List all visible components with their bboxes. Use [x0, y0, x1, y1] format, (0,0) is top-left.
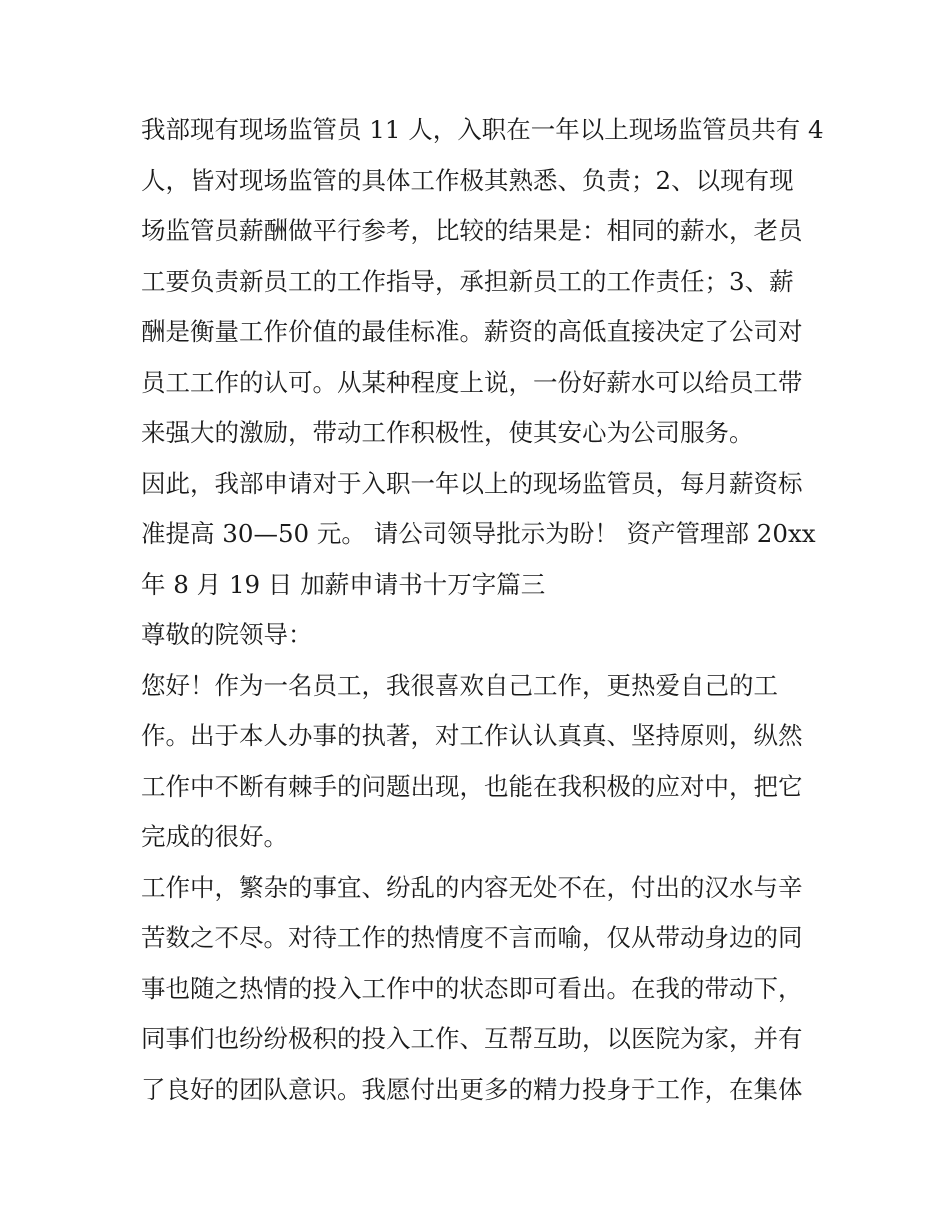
text-line: 我部现有现场监管员 11 人，入职在一年以上现场监管员共有 4	[141, 115, 824, 144]
text-line: 员工工作的认可。从某种程度上说，一份好薪水可以给员工带	[141, 367, 803, 397]
paragraph-supervisor-salary	[141, 105, 824, 459]
text-line: 尊敬的院领导：	[141, 620, 313, 649]
text-line: 工作中，繁杂的事宜、纷乱的内容无处不在，付出的汉水与辛	[141, 872, 803, 902]
text-line: 工要负责新员工的工作指导，承担新员工的工作责任；3、薪	[141, 266, 794, 296]
paragraph-greeting	[141, 661, 813, 863]
text-line: 准提高 30—50 元。 请公司领导批示为盼！ 资产管理部 20xx	[141, 519, 816, 548]
paragraph-request-conclusion	[141, 459, 816, 611]
text-line: 来强大的激励，带动工作积极性，使其安心为公司服务。	[141, 418, 754, 447]
text-line: 您好！作为一名员工，我很喜欢自己工作，更热爱自己的工	[141, 670, 778, 700]
paragraph-salutation	[141, 610, 813, 661]
text-line: 事也随之热情的投入工作中的状态即可看出。在我的带动下，	[141, 973, 803, 1003]
text-line: 因此，我部申请对于入职一年以上的现场监管员，每月薪资标	[141, 468, 803, 498]
text-line: 完成的很好。	[141, 822, 288, 851]
paragraph-work-attitude	[141, 863, 813, 1116]
text-line: 场监管员薪酬做平行参考，比较的结果是：相同的薪水，老员	[141, 216, 803, 245]
text-line: 作。出于本人办事的执著，对工作认认真真、坚持原则，纵然	[141, 721, 803, 750]
text-line: 工作中不断有棘手的问题出现，也能在我积极的应对中，把它	[141, 771, 803, 801]
text-line: 了良好的团队意识。我愿付出更多的精力投身于工作，在集体	[141, 1074, 803, 1104]
text-line: 人，皆对现场监管的具体工作极其熟悉、负责；2、以现有现	[141, 165, 794, 195]
document-body	[141, 105, 824, 1115]
text-line: 酬是衡量工作价值的最佳标准。薪资的高低直接决定了公司对	[141, 317, 803, 346]
text-line: 苦数之不尽。对待工作的热情度不言而喻，仅从带动身边的同	[141, 923, 803, 952]
text-line: 年 8 月 19 日 加薪申请书十万字篇三	[141, 569, 546, 599]
text-line: 同事们也纷纷极积的投入工作、互帮互助，以医院为家，并有	[141, 1024, 803, 1053]
